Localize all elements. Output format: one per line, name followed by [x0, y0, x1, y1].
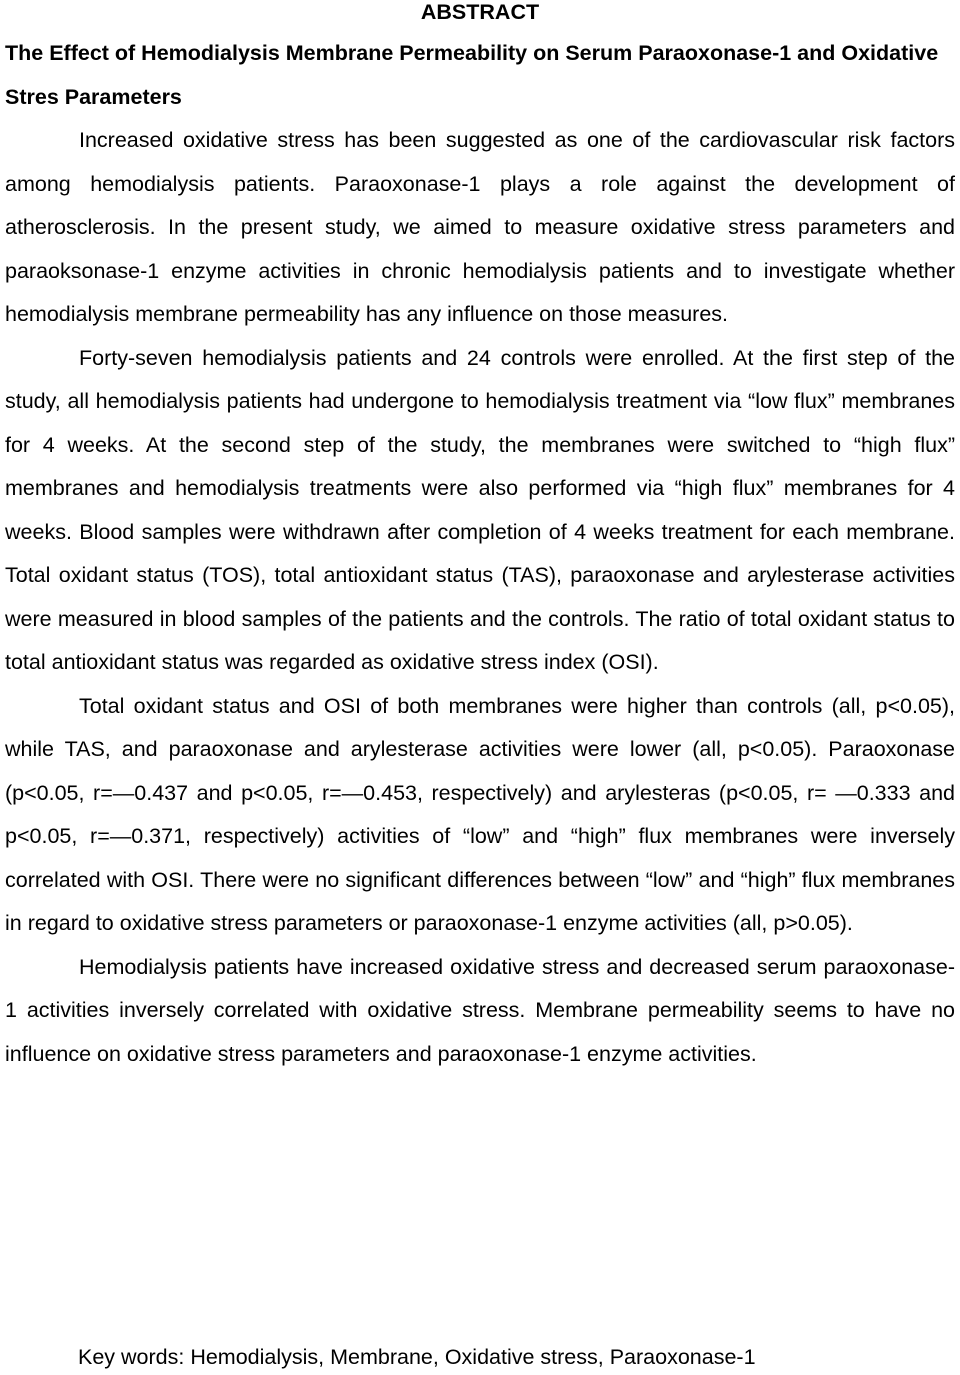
abstract-paragraph-methods: Forty-seven hemodialysis patients and 24 controls were enrolled. At the first step of the study, all hemodialysis patients had undergone to hemodialysis treatment via “low flux” membranes for 4 weeks. At the second step of the study, the membranes were switched to “high flux” membranes and hemodialysis treatments were also performed via “high flux” membranes for 4 weeks. Blood samples were withdrawn after completion of 4 weeks treatment for each membrane. Total oxidant status (TOS), total antioxidant status (TAS), paraoxonase and arylesterase activities were measured in blood samples of the patients and the controls. The ratio of total oxidant status to total antioxidant status was regarded as oxidative stress index (OSI).	[5, 345, 955, 674]
abstract-paragraph-results: Total oxidant status and OSI of both membranes were higher than controls (all, p<0.05), while TAS, and paraoxonase and arylesterase activities were lower (all, p<0.05). Paraoxonase (p<0.05, r=—0.437 and p<0.05, r=—0.453, respectively) and arylesteras (p<0.05, r= —0.333 and p<0.05, r=—0.371, respectively) activities of “low” and “high” flux membranes were inversely correlated with OSI. There were no significant differences between “low” and “high” flux membranes in regard to oxidative stress parameters or paraoxonase-1 enzyme activities (all, p>0.05).	[5, 693, 955, 935]
abstract-paragraph-conclusion: Hemodialysis patients have increased oxidative stress and decreased serum paraoxonase-1 activities inversely correlated with oxidative stress. Membrane permeability seems to have no influence on oxidative stress parameters and paraoxonase-1 enzyme activities.	[5, 954, 955, 1066]
paper-title: The Effect of Hemodialysis Membrane Permeability on Serum Paraoxonase-1 and Oxidative Stres Parameters	[5, 41, 939, 109]
section-heading: ABSTRACT	[420, 0, 540, 24]
abstract-page	[5, 0, 955, 1076]
keywords-line: Key words: Hemodialysis, Membrane, Oxidative stress, Paraoxonase-1	[78, 1345, 756, 1369]
abstract-paragraph-background: Increased oxidative stress has been suggested as one of the cardiovascular risk factors among hemodialysis patients. Paraoxonase-1 plays a role against the development of atherosclerosis. In the present study, we aimed to measure oxidative stress parameters and paraoksonase-1 enzyme activities in chronic hemodialysis patients and to investigate whether hemodialysis membrane permeability has any influence on those measures.	[5, 128, 955, 326]
